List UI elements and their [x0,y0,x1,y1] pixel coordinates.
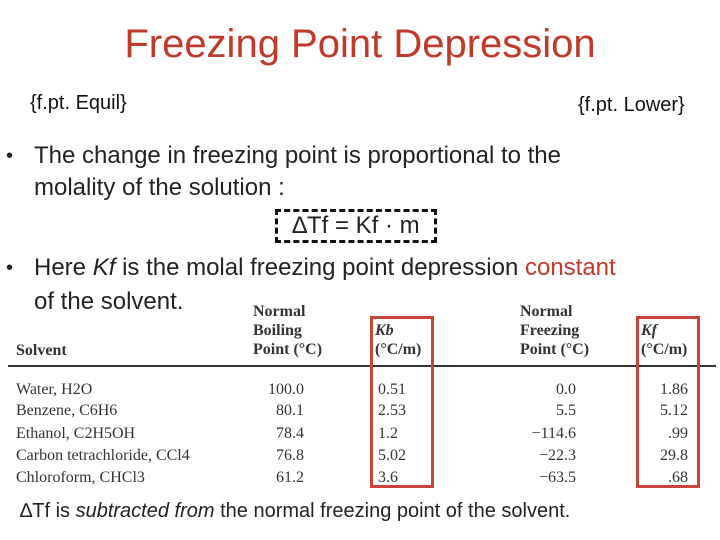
header-bp-2: Boiling [253,322,302,339]
delta-tf-symbol: ∆Tf [20,500,51,522]
header-kb-1: Kb [375,322,394,339]
bullet-1-line-1: The change in freezing point is proportional to the [34,142,562,169]
cell-solvent: Water, H2O [16,381,93,398]
formula-box [275,209,437,243]
cell-fp: −63.5 [538,469,576,486]
cell-solvent: Benzene, C6H6 [16,402,118,419]
bullet-dot: • [6,257,14,279]
cell-fp: −114.6 [531,425,576,442]
bullet-1-line-2: molality of the solution : [34,174,285,201]
cell-fp: 0.0 [556,381,576,398]
cell-fp: 5.5 [556,402,576,419]
cell-kf: 29.8 [660,447,688,464]
table-rule [8,365,716,367]
kf-highlight-box [636,316,700,488]
header-kf-2: (°C/m) [641,341,688,358]
cell-solvent: Chloroform, CHCl3 [16,469,145,486]
cell-kf: 5.12 [660,402,688,419]
header-solvent: Solvent [16,342,67,359]
cell-solvent: Ethanol, C2H5OH [16,425,136,442]
header-kb-2: (°C/m) [375,341,422,358]
header-fp-3: Point (°C) [520,341,590,358]
bullet-2-line-1 [34,252,616,284]
subtitle-right: {f.pt. Lower} [578,94,685,116]
footer-is: is [55,500,71,522]
bullet-2-mid: is the molal freezing point depression [122,254,519,281]
cell-fp: −22.3 [538,447,576,464]
cell-kf: 1.86 [660,381,688,398]
bullet-2-constant: constant [524,254,616,281]
bullet-2-pre: Here [34,254,87,281]
footer-italic: subtracted from [75,500,215,522]
header-bp-3: Point (°C) [253,341,323,358]
header-boiling-point [253,302,322,359]
cell-bp: 61.2 [276,469,304,486]
header-freezing-point [520,302,589,359]
cell-kb: 0.51 [378,381,406,398]
kf-symbol: Kf [92,254,116,281]
header-kf-1: Kf [641,322,657,339]
cell-kb: 1.2 [378,425,398,442]
cell-kb: 5.02 [378,447,406,464]
footer-note [20,500,570,523]
subtitle-left: {f.pt. Equil} [30,92,127,114]
cell-kf: .68 [668,469,688,486]
header-fp-2: Freezing [520,322,580,339]
cell-kb: 2.53 [378,402,406,419]
footer-rest: the normal freezing point of the solvent. [220,500,571,522]
slide-title: Freezing Point Depression [124,22,596,66]
bullet-2-line-2: of the solvent. [34,288,184,315]
cell-bp: 80.1 [276,402,304,419]
cell-kb: 3.6 [378,469,398,486]
cell-bp: 100.0 [268,381,304,398]
cell-bp: 76.8 [276,447,304,464]
cell-kf: .99 [668,425,688,442]
cell-bp: 78.4 [276,425,304,442]
header-bp-1: Normal [253,303,306,320]
cell-solvent: Carbon tetrachloride, CCl4 [16,447,190,464]
header-fp-1: Normal [520,303,573,320]
kb-highlight-box [370,316,434,488]
formula-text: ∆Tf = Kf · m [292,212,420,239]
bullet-dot: • [6,145,14,167]
